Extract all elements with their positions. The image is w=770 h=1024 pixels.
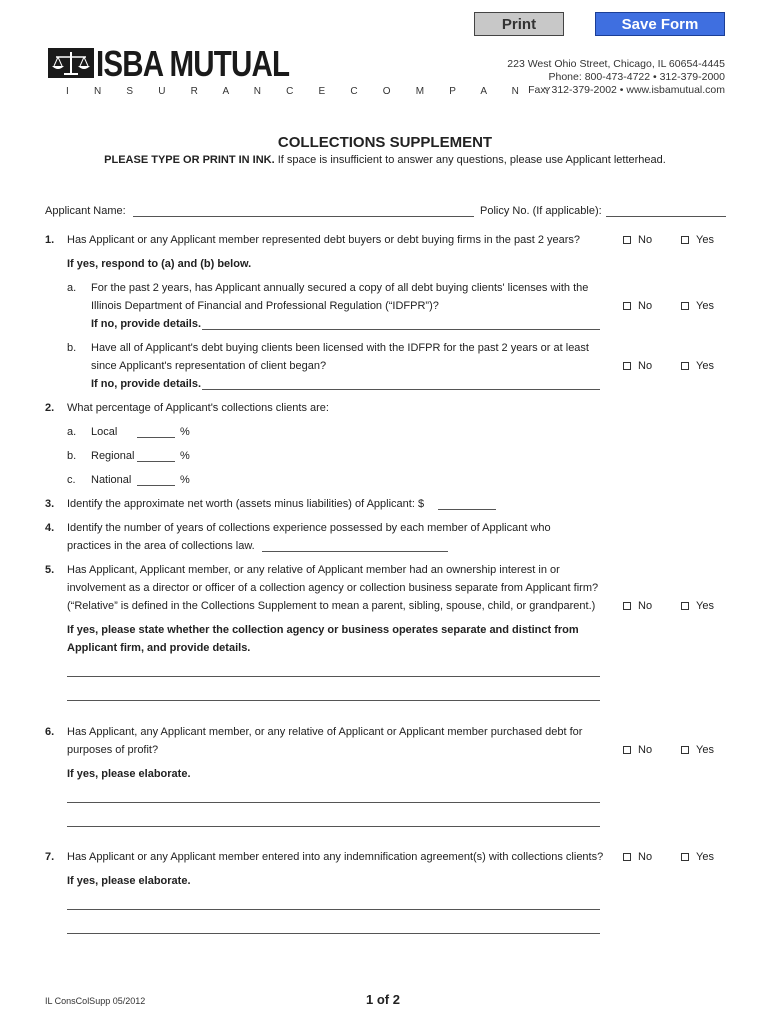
q2c-letter: c. (67, 474, 76, 486)
q5-number: 5. (45, 564, 55, 576)
q4-number: 4. (45, 522, 55, 534)
checkbox-icon (623, 302, 631, 310)
q1a-line1: For the past 2 years, has Applicant annually secured a copy of all debt buying clients' licenses with the (91, 282, 589, 294)
q2b-label: Regional (91, 450, 135, 462)
yes-label: Yes (696, 851, 714, 863)
yes-label: Yes (696, 300, 714, 312)
q6-yes-checkbox[interactable] (681, 744, 714, 756)
q5-yes-checkbox[interactable] (681, 600, 714, 612)
no-label: No (638, 300, 653, 312)
q2c-label: National (91, 474, 132, 486)
checkbox-icon (623, 746, 631, 754)
no-label: No (638, 234, 653, 246)
q1b-line2: since Applicant's representation of client began? (91, 360, 327, 372)
phone-line: Phone: 800-473-4722 • 312-379-2000 (548, 71, 725, 83)
brand-tagline: I N S U R A N C E C O M P A N Y (66, 86, 562, 97)
checkbox-icon (681, 236, 689, 244)
q5-followup2: Applicant firm, and provide details. (67, 642, 251, 654)
q6-followup: If yes, please elaborate. (67, 768, 191, 780)
q7-no-checkbox[interactable] (623, 851, 652, 863)
yes-label: Yes (696, 360, 714, 372)
q5-no-checkbox[interactable] (623, 600, 652, 612)
q4-line2: practices in the area of collections law. (67, 540, 255, 552)
q5-line3: (“Relative” is defined in the Collections Supplement to mean a parent, sibling, spouse, child, or grandparent.) (67, 600, 596, 612)
address-line: 223 West Ohio Street, Chicago, IL 60654-4445 (507, 58, 725, 70)
fax-line: Fax: 312-379-2002 • www.isbamutual.com (528, 84, 725, 96)
checkbox-icon (623, 362, 631, 370)
q2a-percent-field[interactable] (137, 437, 175, 438)
q1-text: Has Applicant or any Applicant member represented debt buyers or debt buying firms in the past 2 years? (67, 234, 581, 246)
q1-yes-checkbox[interactable] (681, 234, 714, 246)
q3-networth-field[interactable] (438, 509, 496, 510)
q7-followup: If yes, please elaborate. (67, 875, 191, 887)
yes-label: Yes (696, 744, 714, 756)
scales-logo-icon (48, 48, 94, 78)
q5-details-line-1[interactable] (67, 676, 600, 677)
q4-years-field[interactable] (262, 551, 448, 552)
q7-number: 7. (45, 851, 55, 863)
q1a-line2: Illinois Department of Financial and Professional Regulation (“IDFPR”)? (91, 300, 439, 312)
page-number: 1 of 2 (366, 992, 400, 1007)
q3-number: 3. (45, 498, 55, 510)
print-button[interactable]: Print (474, 12, 564, 36)
q2a-label: Local (91, 426, 118, 438)
q6-details-line-2[interactable] (67, 826, 600, 827)
q2-number: 2. (45, 402, 55, 414)
q1b-details-field[interactable] (202, 389, 600, 390)
q7-details-line-1[interactable] (67, 909, 600, 910)
q1-no-checkbox[interactable] (623, 234, 652, 246)
form-code: IL ConsColSupp 05/2012 (45, 996, 146, 1006)
q3-text: Identify the approximate net worth (assets minus liabilities) of Applicant: $ (67, 498, 425, 510)
q1a-yes-checkbox[interactable] (681, 300, 714, 312)
q2c-percent-field[interactable] (137, 485, 175, 486)
q5-followup1: If yes, please state whether the collection agency or business operates separate and distinct from (67, 624, 579, 636)
checkbox-icon (623, 853, 631, 861)
q6-line1: Has Applicant, any Applicant member, or any relative of Applicant or Applicant member purchased debt for (67, 726, 583, 738)
q2c-unit: % (180, 474, 190, 486)
q1a-details-field[interactable] (202, 329, 600, 330)
checkbox-icon (681, 853, 689, 861)
q6-number: 6. (45, 726, 55, 738)
yes-label: Yes (696, 600, 714, 612)
q5-details-line-2[interactable] (67, 700, 600, 701)
q4-line1: Identify the number of years of collections experience possessed by each member of Applicant who (67, 522, 551, 534)
q6-no-checkbox[interactable] (623, 744, 652, 756)
checkbox-icon (681, 602, 689, 610)
q7-text: Has Applicant or any Applicant member entered into any indemnification agreement(s) with collections clients? (67, 851, 604, 863)
no-label: No (638, 744, 653, 756)
q2b-letter: b. (67, 450, 77, 462)
checkbox-icon (681, 302, 689, 310)
policy-no-label: Policy No. (If applicable): (480, 205, 602, 217)
q5-line2: involvement as a director or officer of a collection agency or collection business separate from Applicant firm? (67, 582, 599, 594)
applicant-name-field[interactable] (133, 216, 474, 217)
q1a-details-label: If no, provide details. (91, 318, 202, 330)
checkbox-icon (623, 236, 631, 244)
q6-line2: purposes of profit? (67, 744, 159, 756)
checkbox-icon (681, 362, 689, 370)
q2b-percent-field[interactable] (137, 461, 175, 462)
checkbox-icon (623, 602, 631, 610)
q2-text: What percentage of Applicant's collections clients are: (67, 402, 329, 414)
q1a-letter: a. (67, 282, 77, 294)
q1b-no-checkbox[interactable] (623, 360, 652, 372)
q7-yes-checkbox[interactable] (681, 851, 714, 863)
no-label: No (638, 600, 653, 612)
q1-followup: If yes, respond to (a) and (b) below. (67, 258, 252, 270)
q1b-details-label: If no, provide details. (91, 378, 202, 390)
q1b-line1: Have all of Applicant's debt buying clients been licensed with the IDFPR for the past 2 years or at least (91, 342, 589, 354)
applicant-name-label: Applicant Name: (45, 205, 126, 217)
save-form-button[interactable]: Save Form (595, 12, 725, 36)
q1b-letter: b. (67, 342, 77, 354)
form-instructions (0, 154, 770, 166)
instructions-rest: If space is insufficient to answer any questions, please use Applicant letterhead. (274, 154, 666, 166)
checkbox-icon (681, 746, 689, 754)
brand-name: ISBA MUTUAL (96, 43, 290, 84)
q2b-unit: % (180, 450, 190, 462)
q2a-letter: a. (67, 426, 77, 438)
yes-label: Yes (696, 234, 714, 246)
no-label: No (638, 851, 653, 863)
no-label: No (638, 360, 653, 372)
q1a-no-checkbox[interactable] (623, 300, 652, 312)
q7-details-line-2[interactable] (67, 933, 600, 934)
q2a-unit: % (180, 426, 190, 438)
q1b-yes-checkbox[interactable] (681, 360, 714, 372)
q6-details-line-1[interactable] (67, 802, 600, 803)
instructions-bold: PLEASE TYPE OR PRINT IN INK. (104, 154, 275, 166)
q5-line1: Has Applicant, Applicant member, or any relative of Applicant member had an ownership interest in or (67, 564, 560, 576)
form-title: COLLECTIONS SUPPLEMENT (277, 134, 493, 151)
q1-number: 1. (45, 234, 55, 246)
policy-no-field[interactable] (606, 216, 726, 217)
